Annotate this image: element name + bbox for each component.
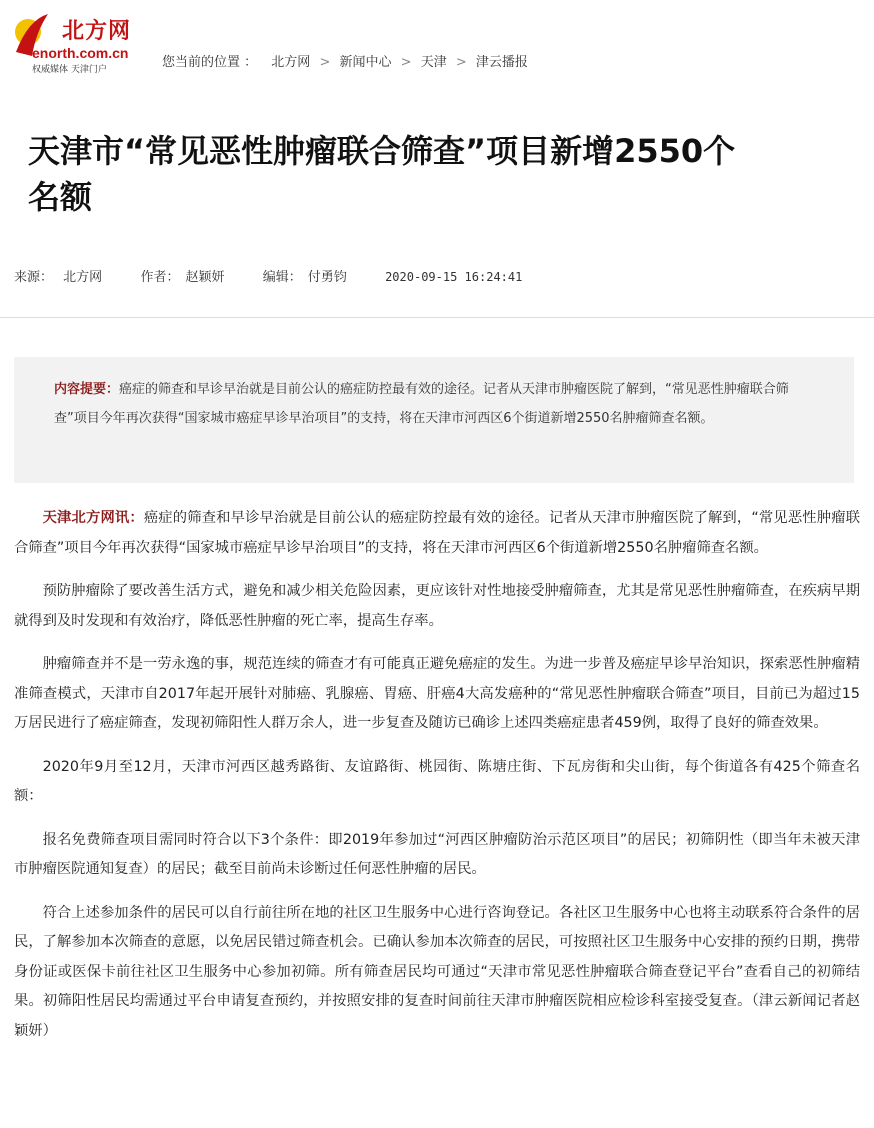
article-meta [14, 266, 528, 285]
editor-label: 编辑： [262, 270, 302, 285]
breadcrumb-label: 您当前的位置 ： [162, 55, 258, 70]
chevron-right-icon: > [319, 55, 331, 70]
breadcrumb [162, 51, 528, 70]
logo-domain: enorth.com.cn [32, 45, 129, 61]
breadcrumb-link-enorth[interactable]: 北方网 [271, 55, 311, 70]
source-value: 北方网 [63, 270, 103, 285]
breadcrumb-link-news-center[interactable]: 新闻中心 [339, 55, 392, 70]
site-header [0, 0, 874, 100]
paragraph: 肿瘤筛查并不是一劳永逸的事，规范连续的筛查才有可能真正避免癌症的发生。为进一步普及癌症早诊早治知识，探索恶性肿瘤精准筛查模式，天津市自2017年起开展针对肺癌、乳腺癌、胃癌、肝癌4大高发癌种的“常见恶性肿瘤联合筛查”项目，目前已为超过15万居民进行了癌症筛查，发现初筛阳性人群万余人，进一步复查及随访已确诊上述四类癌症患者459例，取得了良好的筛查效果。 [14, 656, 860, 731]
article-body [14, 504, 860, 1060]
logo-cn-name: 北方网 [62, 18, 132, 44]
publish-datetime: 2020-09-15 16:24:41 [385, 270, 523, 284]
article-summary [14, 357, 854, 483]
chevron-right-icon: > [455, 55, 467, 70]
header-divider [0, 317, 874, 318]
paragraph: 符合上述参加条件的居民可以自行前往所在地的社区卫生服务中心进行咨询登记。各社区卫生服务中心也将主动联系符合条件的居民，了解参加本次筛查的意愿，以免居民错过筛查机会。已确认参加本次筛查的居民，可按照社区卫生服务中心安排的预约日期，携带身份证或医保卡前往社区卫生服务中心参加初筛。所有筛查居民均可通过“天津市常见恶性肿瘤联合筛查登记平台”查看自己的初筛结果。初筛阳性居民均需通过平台申请复查预约，并按照安排的复查时间前往天津市肿瘤医院相应检诊科室接受复查。（津云新闻记者赵颖妍） [14, 904, 860, 1039]
paragraph: 2020年9月至12月，天津市河西区越秀路街、友谊路街、桃园街、陈塘庄街、下瓦房街和尖山街，每个街道各有425个筛查名额： [14, 758, 860, 804]
editor-value: 付勇钧 [307, 270, 347, 285]
summary-label: 内容提要： [54, 382, 120, 397]
lead-label: 天津北方网讯： [42, 510, 144, 526]
paragraph: 报名免费筛查项目需同时符合以下3个条件：即2019年参加过“河西区肿瘤防治示范区项目”的居民；初筛阴性（即当年未被天津市肿瘤医院通知复查）的居民；截至目前尚未诊断过任何恶性肿瘤的居民。 [14, 831, 860, 877]
breadcrumb-link-jinyun[interactable]: 津云播报 [475, 55, 528, 70]
breadcrumb-link-tianjin[interactable]: 天津 [420, 55, 447, 70]
author-value: 赵颖妍 [185, 270, 225, 285]
summary-text: 癌症的筛查和早诊早治就是目前公认的癌症防控最有效的途径。记者从天津市肿瘤医院了解到，“常见恶性肿瘤联合筛查”项目今年再次获得“国家城市癌症早诊早治项目”的支持，将在天津市河西区6个街道新增2550名肿瘤筛查名额。 [54, 382, 789, 426]
chevron-right-icon: > [400, 55, 412, 70]
logo-tagline: 权威媒体 天津门户 [32, 65, 107, 75]
author-label: 作者： [140, 270, 180, 285]
article-title: 天津市“常见恶性肿瘤联合筛查”项目新增2550个名额 [28, 132, 736, 216]
source-label: 来源： [14, 270, 54, 285]
paragraph: 预防肿瘤除了要改善生活方式，避免和减少相关危险因素，更应该针对性地接受肿瘤筛查，尤其是常见恶性肿瘤筛查，在疾病早期就得到及时发现和有效治疗，降低恶性肿瘤的死亡率，提高生存率。 [14, 583, 860, 629]
site-logo[interactable] [14, 12, 144, 74]
paragraph: 天津北方网讯：癌症的筛查和早诊早治就是目前公认的癌症防控最有效的途径。记者从天津市肿瘤医院了解到，“常见恶性肿瘤联合筛查”项目今年再次获得“国家城市癌症早诊早治项目”的支持，将在天津市河西区6个街道新增2550名肿瘤筛查名额。 [14, 510, 860, 556]
